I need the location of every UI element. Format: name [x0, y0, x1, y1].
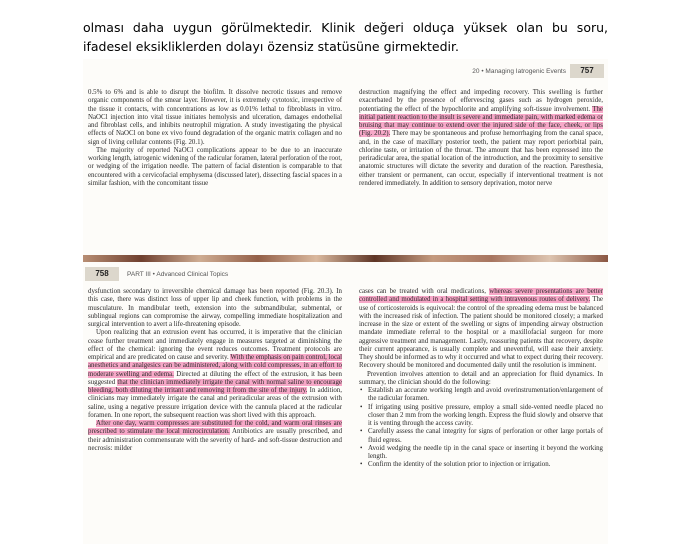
paragraph: [359, 288, 603, 371]
text-run: There may be spontaneous and profuse hemorrhaging from the canal space, and, in the case of maxillary posterior teeth, the patient may report periorbital pain, chlorine taste, or irritation of the throat. The amount that has been expressed into the periradicular area, the spatial location of the introduction, and the proximity to sensitive anatomic structures will dictate the severity and duration of the reaction. Paresthesia, either transient or permanent, can occur, especially if interventional treatment is not rendered immediately. In addition to sensory deprivation, motor nerve: [359, 130, 603, 187]
list-item: • If irrigating using positive pressure, employ a small side-vented needle placed no closer than 2 mm from the working length. Express the fluid slowly and observe that it is venting through the access cavity.: [368, 404, 603, 429]
page758-right-column: [359, 288, 603, 470]
page758-left-column: [88, 288, 342, 453]
running-head: PART III • Advanced Clinical Topics: [127, 271, 229, 278]
highlighted-text: that the clinician immediately irrigate the canal with normal saline to encourage bleeding, both diluting the irritant and removing it from the site of the injury.: [88, 378, 342, 394]
page757-right-column: [359, 89, 603, 188]
page-number: 758: [85, 267, 119, 281]
intro-paragraph: olması daha uygun görülmektedir. Klinik değeri olduça yüksek olan bu soru, ifadesel eksikliklerden dolayı özensiz statüsüne girmektedir.: [83, 20, 608, 54]
highlighted-text: whereas severe presentations are better controlled and modulated in a hospital setting with intravenous routes of delivery.: [359, 288, 603, 304]
page-header-758: [83, 267, 608, 281]
list-item: • Establish an accurate working length and avoid overinstrumentation/enlargement of the radicular foramen.: [368, 387, 603, 404]
text-run: The use of corticosteroids is equivocal: the control of the spreading edema must be balanced with the increased risk of infection. The patient should be monitored closely; a marked increase in the size or extent of the swelling or signs of impending airway obstruction mandate immediate referral to the hospital or a maxillofacial surgeon for more aggressive treatment and management. Lastly, reassuring patients that recovery, despite their current appearance, is usually complete and uneventful, will ease their anxiety. They should be informed as to why it occurred and what to expect during their recovery. Recovery should be monitored and documented daily until the resolution is imminent.: [359, 296, 603, 370]
paragraph: dysfunction secondary to irreversible chemical damage has been reported (Fig. 20.3). In this case, there was distinct loss of upper lip and cheek function, with problems in the musculature. In mandibular teeth, extension into the submandibular, submental, or sublingual regions can compromise the airway, compelling immediate hospitalization and surgical intervention to avert a life-threatening episode.: [88, 288, 342, 328]
text-run: destruction magnifying the effect and impeding recovery. This swelling is further exacerbated by the presence of effervescing gases such as hydrogen peroxide, potentiating the effect of the hypochlorite and amplifying soft-tissue involvement.: [359, 89, 603, 113]
paragraph: The majority of reported NaOCl complications appear to be due to an inaccurate working length, iatrogenic widening of the radicular foramen, lateral perforation of the root, or wedging of the irrigation needle. The pattern of facial distention is comparable to that encountered with a cervicofacial emphysema (discussed later), dissecting fascial spaces in a similar fashion, with the concomitant tissue: [88, 146, 342, 187]
scanned-page-757: [83, 59, 608, 257]
recommendation-list: [359, 387, 603, 470]
list-item: • Avoid wedging the needle tip in the canal space or inserting it beyond the working length.: [368, 445, 603, 462]
highlighted-text: The initial patient reaction to the insult is severe and immediate pain, with marked edema or bruising that may continue to extend over the injured side of the face, cheek, or lips (Fig. 20.2).: [359, 105, 603, 138]
highlighted-text: After one day, warm compresses are substituted for the cold, and warm oral rinses are prescribed to stimulate the local microcirculation.: [88, 420, 342, 436]
paragraph: [359, 89, 603, 188]
text-run: Upon realizing that an extrusion event has occurred, it is imperative that the clinician cease further treatment and immediately engage in measures targeted at diminishing the effect of the chemical: ignoring the event reduces outcomes. Treatment protocols are empirical and are predicated on cause and severity.: [88, 329, 342, 361]
scanned-page-758: [83, 262, 608, 544]
paragraph: [88, 420, 342, 453]
page-header-757: [83, 64, 608, 78]
list-item: • Confirm the identity of the solution prior to injection or irrigation.: [368, 461, 603, 469]
text-run: In addition, clinicians may immediately irrigate the canal and periradicular areas of the extrusion with saline, using a negative pressure irrigation device with the cannula placed at the radicular foramen. In one report, the subsequent reaction was short lived with this approach.: [88, 387, 342, 419]
text-run: Directed at diluting the effect of the extrusion, it has been suggested: [88, 370, 342, 386]
running-head: 20 • Managing Iatrogenic Events: [472, 68, 566, 75]
text-run: Antibiotics are usually prescribed, and their administration commensurate with the severity of hard- and soft-tissue destruction and necrosis: milder: [88, 428, 343, 452]
page757-left-column: [88, 89, 342, 188]
page-number: 757: [570, 64, 604, 78]
list-item: • Carefully assess the canal integrity for signs of perforation or other large portals of fluid egress.: [368, 428, 603, 445]
paragraph: Prevention involves attention to detail and an appreciation for fluid dynamics. In summary, the clinician should do the following:: [359, 370, 603, 386]
highlighted-text: With the emphasis on pain control, local anesthetics and analgesics can be administered, along with cold compresses, in an effort to moderate swelling and edema.: [88, 354, 342, 378]
text-run: cases can be treated with oral medications,: [359, 288, 486, 295]
clinical-photo-strip: [83, 255, 608, 262]
paragraph: [88, 329, 342, 420]
paragraph: 0.5% to 6% and is able to disrupt the biofilm. It dissolve necrotic tissues and remove organic components of the smear layer. However, it is extremely cytotoxic, irrespective of the tissue it contacts, with concentrations as low as 0.01% lethal to fibroblasts in vitro. NaOCl injection into vital tissue initiates hemolysis and ulceration, damages endothelial and fibroblast cells, and inhibits neutrophil migration. A study investigating the physical effects of NaOCl on bone ex vivo found degradation of the organic matrix collagen and no sign of living cellular contents (Fig. 20.1).: [88, 89, 342, 146]
